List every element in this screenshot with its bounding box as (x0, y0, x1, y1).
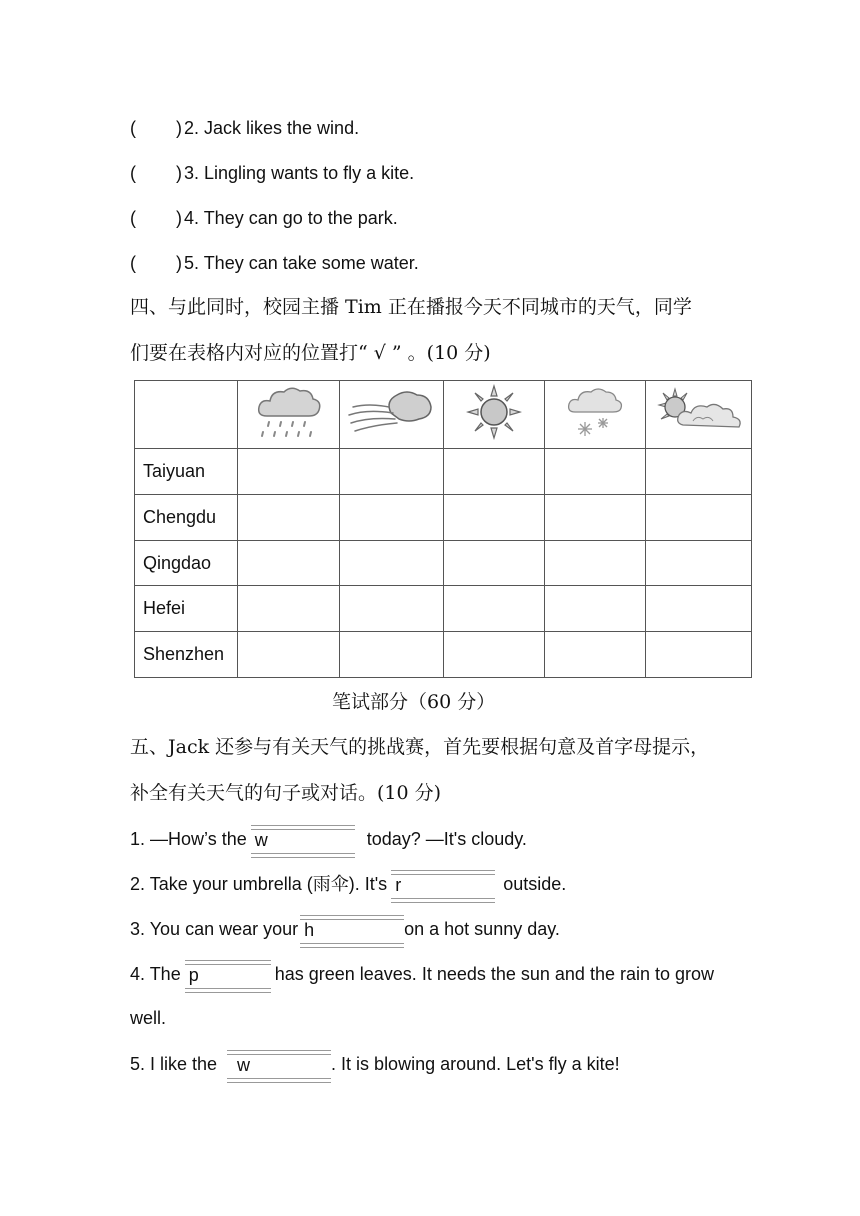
table-row (135, 586, 752, 632)
answer-blank[interactable] (391, 869, 495, 899)
fill-text-after: has green leaves. It needs the sun and the rain to grow (274, 964, 715, 984)
answer-paren-close: ) (176, 163, 182, 183)
fill-item-4-continued: well. (130, 1008, 167, 1028)
city-name: Qingdao (135, 541, 238, 586)
answer-blank[interactable] (251, 824, 355, 854)
hint-letter: h (304, 920, 315, 940)
check-cell[interactable] (646, 632, 752, 678)
check-cell[interactable] (238, 495, 340, 541)
city-name: Taiyuan (135, 449, 238, 495)
check-cell[interactable] (545, 541, 646, 586)
sun-cloud-icon-cell (646, 381, 752, 449)
tf-text: 2. Jack likes the wind. (184, 118, 360, 138)
table-row (135, 495, 752, 541)
fill-text-before: 5. I like the (130, 1054, 218, 1074)
rain-icon-cell (238, 381, 340, 449)
city-name: Shenzhen (135, 632, 238, 678)
check-cell[interactable] (340, 495, 444, 541)
check-cell[interactable] (545, 495, 646, 541)
check-cell[interactable] (238, 541, 340, 586)
weather-table (134, 380, 752, 678)
answer-blank[interactable] (227, 1049, 331, 1079)
check-cell[interactable] (545, 449, 646, 495)
answer-paren-close: ) (176, 253, 182, 273)
table-row (135, 632, 752, 678)
check-cell[interactable] (238, 632, 340, 678)
check-cell[interactable] (340, 586, 444, 632)
check-cell[interactable] (340, 632, 444, 678)
fill-item-4 (130, 957, 714, 991)
check-cell[interactable] (340, 541, 444, 586)
fill-item-2 (130, 867, 566, 901)
section4-instruction-line2: 们要在表格内对应的位置打“ √ ” 。(10 分) (130, 342, 491, 364)
answer-blank[interactable] (185, 959, 271, 989)
fill-text-after: outside. (503, 874, 567, 894)
check-cell[interactable] (444, 632, 545, 678)
sun-cloud-icon (653, 387, 745, 437)
table-row (135, 449, 752, 495)
check-cell[interactable] (238, 586, 340, 632)
answer-paren-open: ( (130, 208, 136, 228)
answer-paren-open: ( (130, 118, 136, 138)
wind-icon (347, 387, 437, 437)
hint-letter: w (237, 1055, 251, 1075)
fill-text-after: on a hot sunny day. (404, 919, 560, 939)
sun-icon-cell (444, 381, 545, 449)
hint-letter: w (254, 830, 268, 850)
hint-letter: r (395, 875, 402, 895)
section5-instruction-line2: 补全有关天气的句子或对话。(10 分) (130, 782, 442, 804)
check-cell[interactable] (545, 586, 646, 632)
wind-icon-cell (340, 381, 444, 449)
answer-paren-close: ) (176, 118, 182, 138)
section4-instruction-line1: 四、与此同时，校园主播 Tim 正在播报今天不同城市的天气，同学 (130, 296, 692, 318)
corner-cell (135, 381, 238, 449)
check-cell[interactable] (444, 541, 545, 586)
icon-header-row (135, 381, 752, 449)
check-cell[interactable] (545, 632, 646, 678)
check-cell[interactable] (646, 586, 752, 632)
fill-text-after: today? —It's cloudy. (366, 829, 527, 849)
written-part-heading: 笔试部分（60 分） (332, 691, 496, 713)
check-cell[interactable] (444, 495, 545, 541)
snow-cloud-icon (565, 384, 625, 440)
fill-text-after: . It is blowing around. Let's fly a kite! (331, 1054, 620, 1074)
city-name: Chengdu (135, 495, 238, 541)
fill-item-1 (130, 822, 527, 856)
sun-icon (466, 384, 522, 440)
hint-letter: p (188, 965, 199, 985)
check-cell[interactable] (646, 541, 752, 586)
section5-instruction-line1: 五、Jack 还参与有关天气的挑战赛，首先要根据句意及首字母提示， (130, 736, 710, 758)
fill-item-3 (130, 912, 560, 946)
fill-text-before: 3. You can wear your (130, 919, 299, 939)
tf-text: 3. Lingling wants to fly a kite. (184, 163, 415, 183)
check-cell[interactable] (444, 586, 545, 632)
answer-paren-open: ( (130, 163, 136, 183)
tf-text: 5. They can take some water. (184, 253, 419, 273)
answer-paren-close: ) (176, 208, 182, 228)
fill-text-before: 2. Take your umbrella (雨伞). It's (130, 874, 388, 894)
fill-item-5 (130, 1047, 620, 1081)
check-cell[interactable] (646, 495, 752, 541)
city-name: Hefei (135, 586, 238, 632)
check-cell[interactable] (444, 449, 545, 495)
fill-text-before: 1. —How’s the (130, 829, 247, 849)
tf-text: 4. They can go to the park. (184, 208, 398, 228)
snow-icon-cell (545, 381, 646, 449)
check-cell[interactable] (238, 449, 340, 495)
answer-paren-open: ( (130, 253, 136, 273)
table-row (135, 541, 752, 586)
fill-text-before: 4. The (130, 964, 181, 984)
check-cell[interactable] (340, 449, 444, 495)
check-cell[interactable] (646, 449, 752, 495)
rain-cloud-icon (253, 382, 325, 442)
answer-blank[interactable] (300, 914, 404, 944)
